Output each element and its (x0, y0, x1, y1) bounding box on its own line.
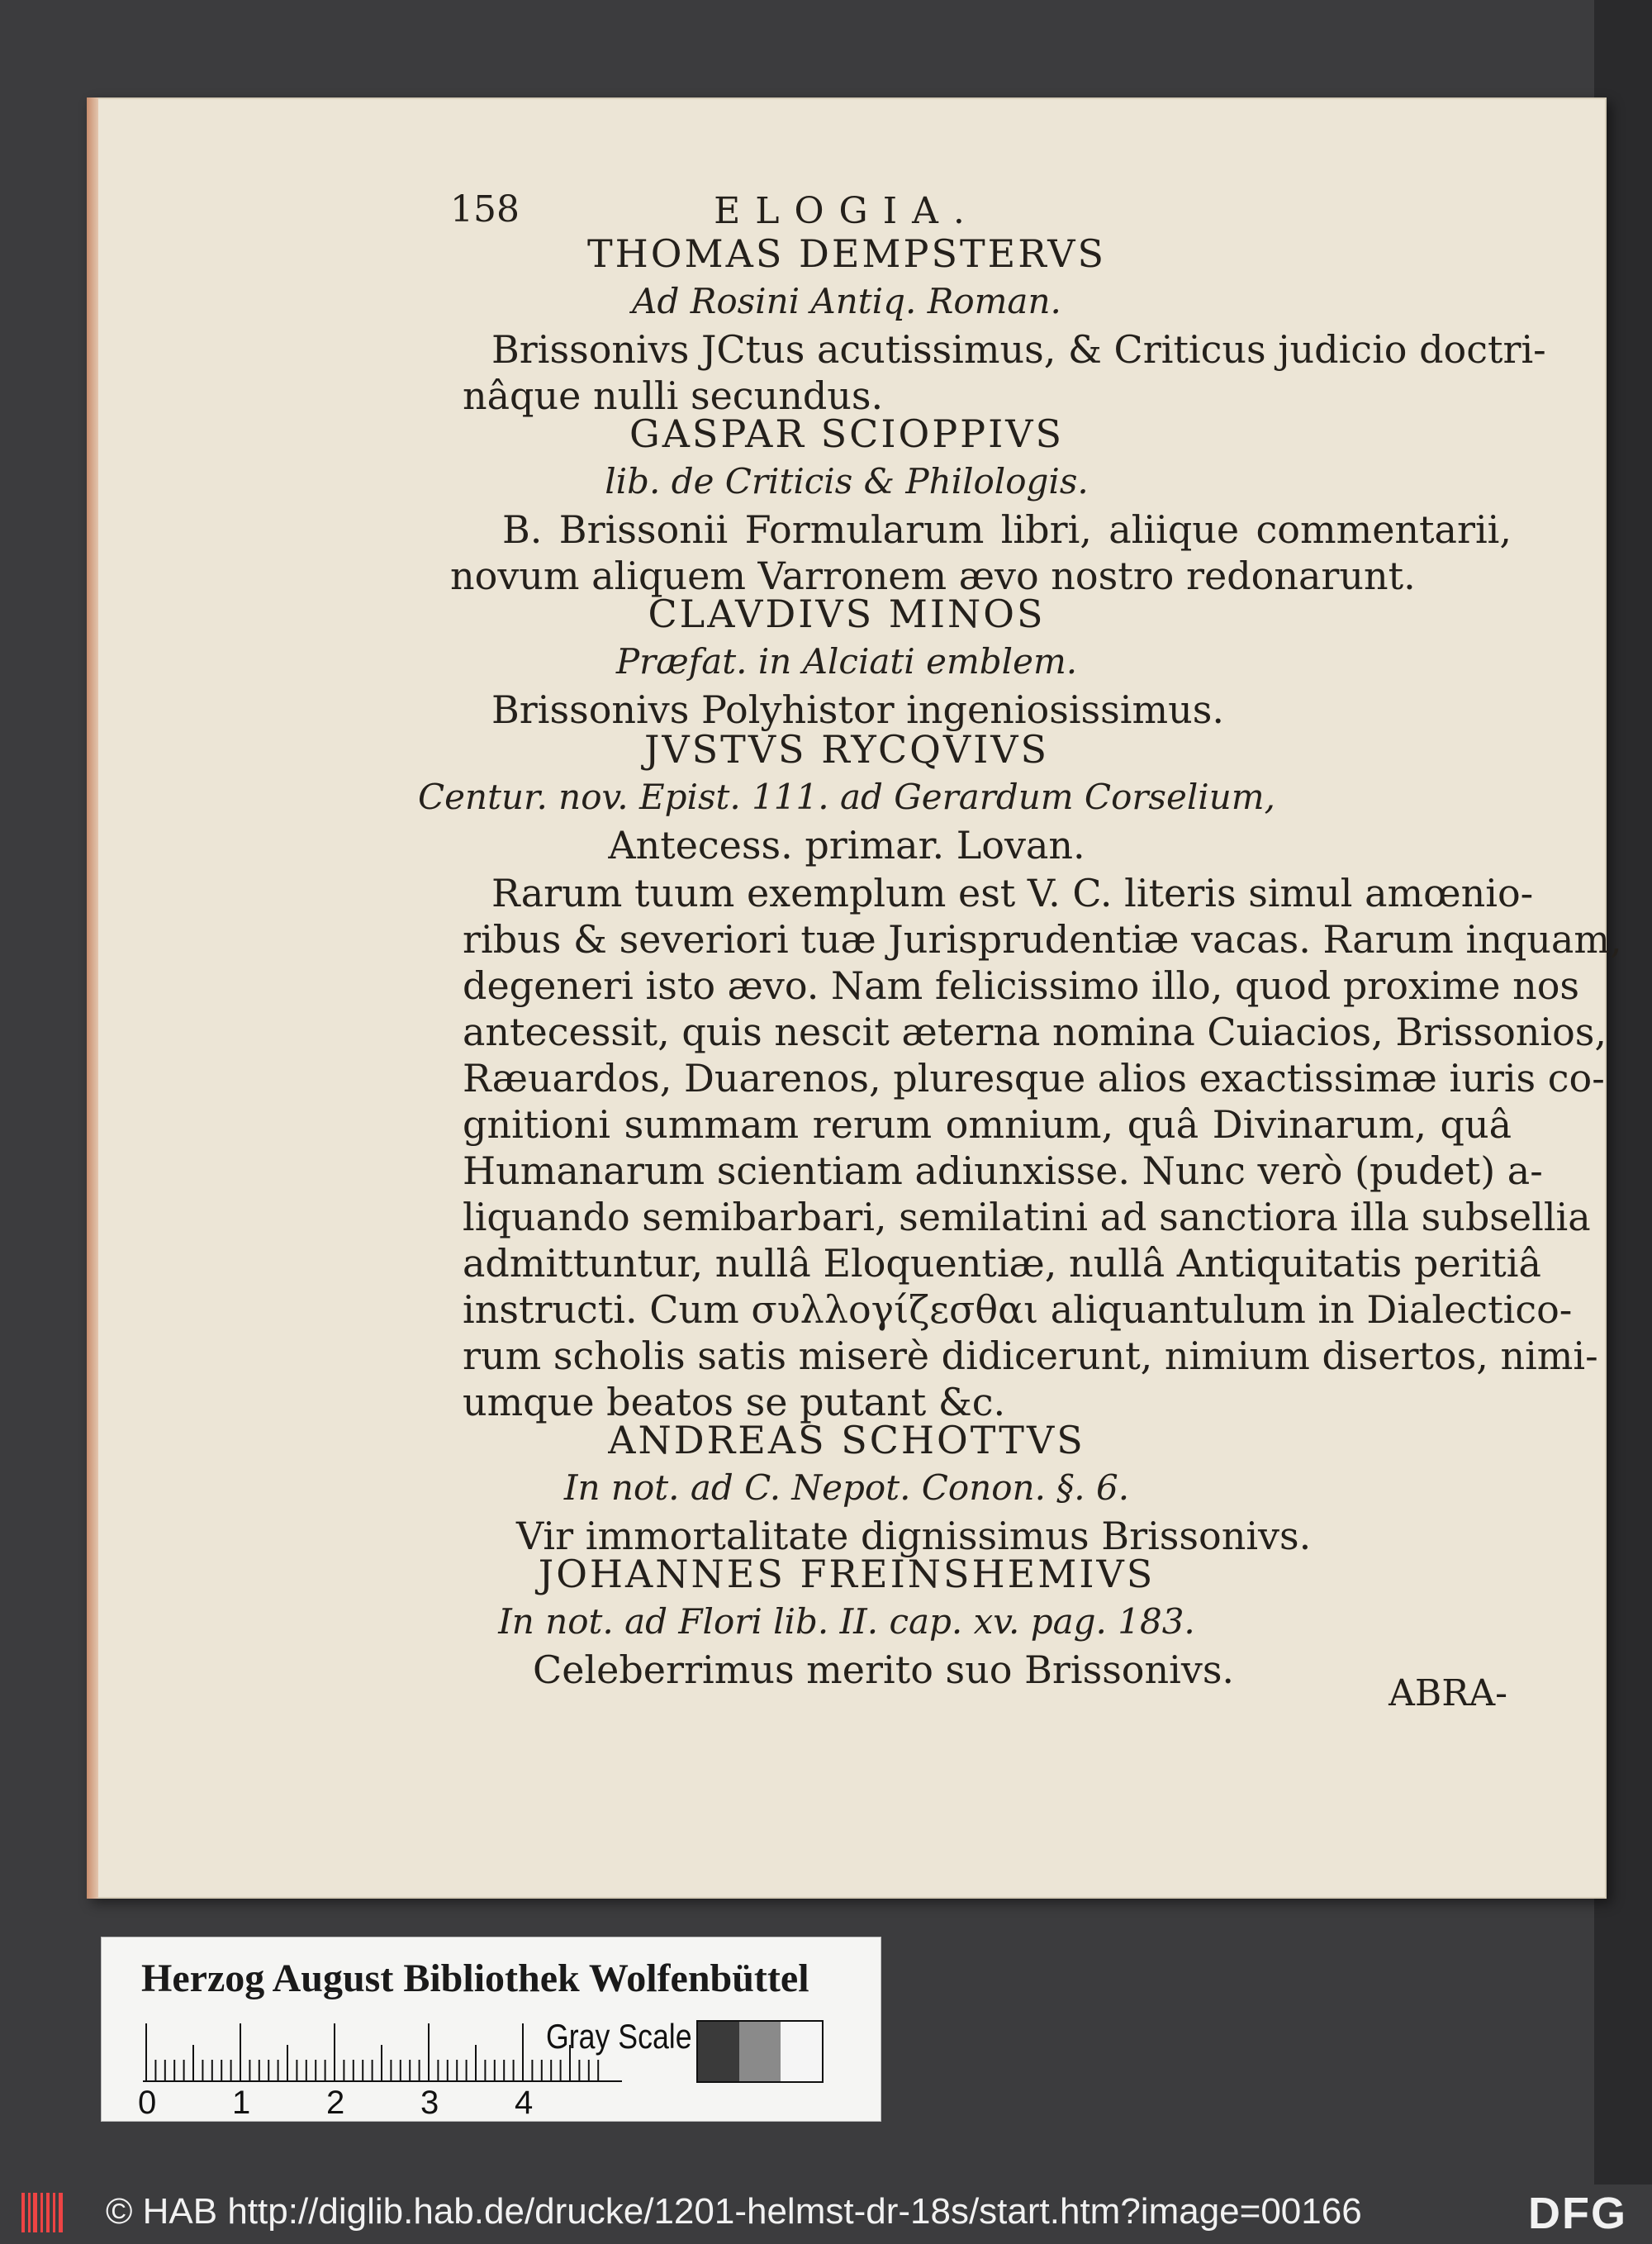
gray-swatch-dark (698, 2022, 739, 2081)
entry-line: liquando semibarbari, semilatini ad sanctiora illa subsellia (463, 1195, 1591, 1239)
entry-line: Humanarum scientiam adiunxisse. Nunc verò (pudet) a- (463, 1148, 1543, 1193)
entry-name: JOHANNES FREINSHEMIVS (538, 1552, 1156, 1596)
entry-source: Centur. nov. Epist. 111. ad Gerardum Corselium, (418, 777, 1275, 817)
entry-line: degeneri isto ævo. Nam felicissimo illo, quod proxime nos (463, 963, 1579, 1008)
footer-bar (0, 2185, 1652, 2244)
entry-line: Brissonivs JCtus acutissimus, & Criticus judicio doctri- (491, 327, 1546, 372)
entry-name: THOMAS DEMPSTERVS (587, 231, 1106, 276)
ruler-number: 1 (232, 2085, 251, 2121)
entry-source: In not. ad Flori lib. II. cap. xv. pag. 183. (498, 1601, 1195, 1642)
entry-line: Ræuardos, Duarenos, pluresque alios exactissimæ iuris co- (463, 1056, 1605, 1101)
entry-line: novum aliquem Varronem ævo nostro redonarunt. (450, 554, 1416, 598)
ruler-number: 3 (420, 2085, 439, 2121)
entry-line: admittuntur, nullâ Eloquentiæ, nullâ Antiquitatis peritiâ (463, 1241, 1541, 1286)
entry-name: GASPAR SCIOPPIVS (629, 411, 1065, 456)
entry-line: Vir immortalitate dignissimus Brissonivs. (516, 1514, 1312, 1558)
barcode-icon (20, 2189, 69, 2236)
catchword: ABRA- (1389, 1672, 1507, 1714)
entry-source: Ad Rosini Antiq. Roman. (632, 281, 1061, 321)
entry-source-continued: Antecess. primar. Lovan. (608, 823, 1085, 868)
entry-line: B. Brissonii Formularum libri, aliique commentarii, (502, 507, 1512, 552)
entry-source: In not. ad C. Nepot. Conon. §. 6. (563, 1467, 1130, 1508)
copyright-url[interactable]: © HAB http://diglib.hab.de/drucke/1201-helmst-dr-18s/start.htm?image=00166 (106, 2191, 1362, 2232)
entry-line: Celeberrimus merito suo Brissonivs. (533, 1647, 1235, 1692)
book-page (87, 97, 1622, 1899)
entry-line: rum scholis satis miserè didicerunt, nimium disertos, nimi- (463, 1334, 1598, 1378)
entry-line: Brissonivs Polyhistor ingeniosissimus. (491, 687, 1224, 732)
ruler-number: 0 (138, 2085, 157, 2121)
entry-line: umque beatos se putant &c. (463, 1380, 1006, 1424)
page-number: 158 (450, 188, 520, 231)
gray-scale-swatches (696, 2020, 824, 2083)
ruler-number: 4 (515, 2085, 534, 2121)
gray-scale-label: Gray Scale (546, 2017, 692, 2056)
entry-name: CLAVDIVS MINOS (648, 592, 1046, 636)
entry-name: JVSTVS RYCQVIVS (643, 727, 1050, 772)
entry-source: lib. de Criticis & Philologis. (605, 461, 1089, 502)
ruler-ticks (146, 2023, 598, 2081)
gray-swatch-mid (739, 2022, 781, 2081)
ruler-number: 2 (326, 2085, 345, 2121)
entry-line: nâque nulli secundus. (463, 373, 884, 418)
entry-line: gnitioni summam rerum omnium, quâ Divinarum, quâ (463, 1102, 1512, 1147)
gray-swatch-light (781, 2022, 822, 2081)
running-head: ELOGIA. (714, 190, 980, 232)
card-title: Herzog August Bibliothek Wolfenbüttel (141, 1956, 809, 2000)
entry-line: ribus & severiori tuæ Jurisprudentiæ vacas. Rarum inquam, (463, 917, 1622, 962)
entry-source: Præfat. in Alciati emblem. (615, 641, 1078, 682)
entry-line: instructi. Cum συλλογίζεσθαι aliquantulum in Dialectico- (463, 1287, 1573, 1332)
dfg-logo: DFG (1528, 2189, 1627, 2238)
entry-line: Rarum tuum exemplum est V. C. literis simul amœnio- (491, 871, 1534, 915)
entry-name: ANDREAS SCHOTTVS (608, 1418, 1085, 1462)
color-calibration-card (101, 1937, 881, 2122)
entry-line: antecessit, quis nescit æterna nomina Cuiacios, Brissonios, (463, 1010, 1607, 1054)
